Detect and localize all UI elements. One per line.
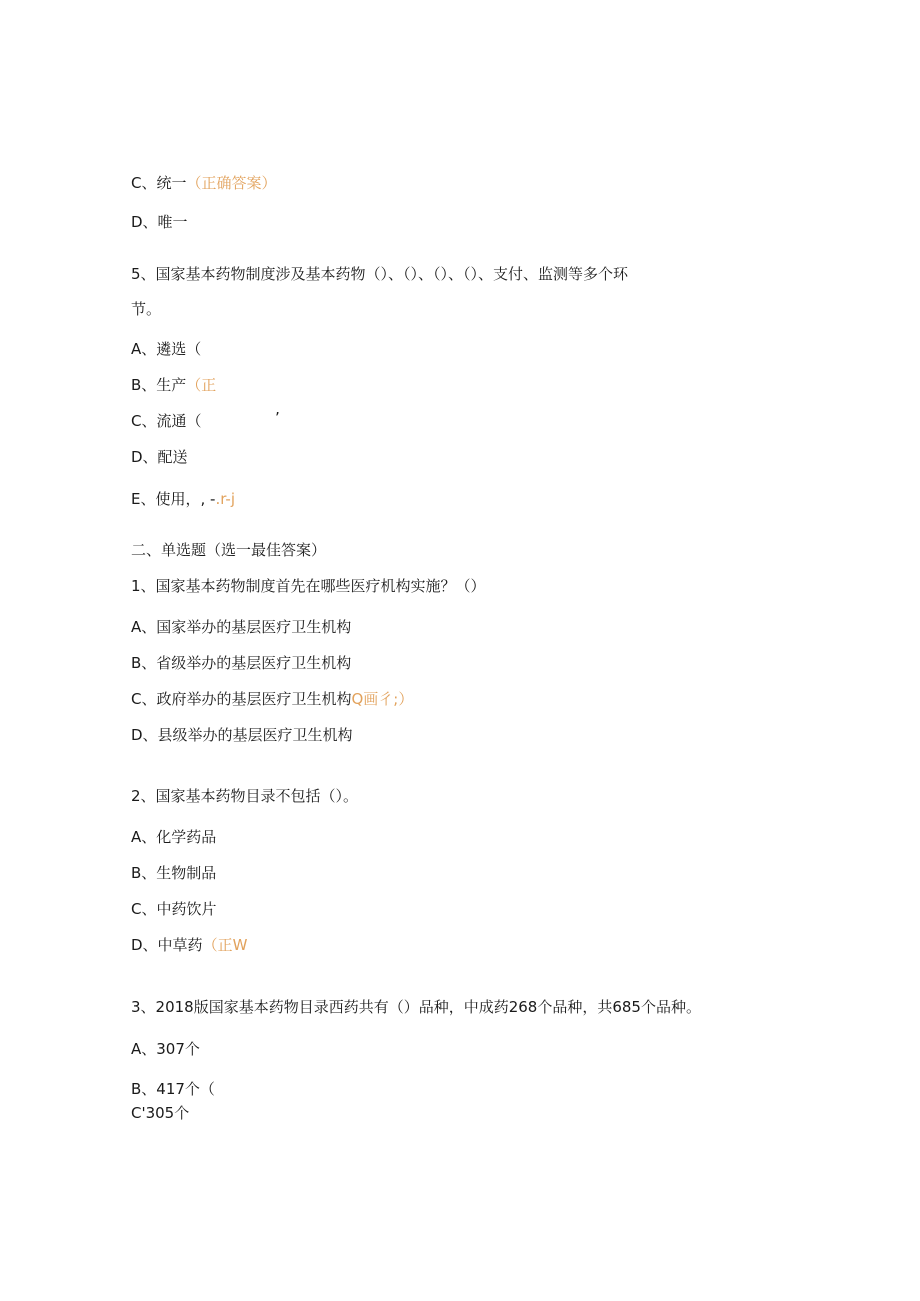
- option-line: A、遴选（: [131, 340, 202, 358]
- question-line: 3、2018版国家基本药物目录西药共有（）品种，中成药268个品种，共685个品种。: [131, 998, 701, 1016]
- question-line: 2、国家基本药物目录不包括（）。: [131, 787, 359, 805]
- answer-mark: Q画彳;）: [351, 690, 414, 708]
- question-line: 1、国家基本药物制度首先在哪些医疗机构实施？（）: [131, 577, 486, 595]
- option-line: A、国家举办的基层医疗卫生机构: [131, 618, 352, 636]
- answer-mark: （正: [186, 376, 217, 394]
- option-line: C'305个: [131, 1104, 190, 1122]
- option-line: A、307个: [131, 1040, 200, 1058]
- option-line: D、中草药（正W: [131, 936, 248, 954]
- option-line: C、政府举办的基层医疗卫生机构Q画彳;）: [131, 690, 414, 708]
- option-line: B、417个（: [131, 1080, 215, 1098]
- option-line: B、生产（正: [131, 376, 217, 394]
- option-line: D、配送: [131, 448, 188, 466]
- option-line: B、生物制品: [131, 864, 217, 882]
- question-line: 节。: [131, 300, 162, 318]
- section-heading: 二、单选题（选一最佳答案）: [131, 541, 327, 559]
- answer-mark: （正确答案）: [186, 174, 277, 192]
- option-line: D、县级举办的基层医疗卫生机构: [131, 726, 353, 744]
- option-line: A、化学药品: [131, 828, 217, 846]
- answer-mark: （正W: [202, 936, 248, 954]
- option-line: C、中药饮片: [131, 900, 217, 918]
- answer-mark: .r-j: [215, 490, 235, 508]
- stray-mark: ’: [275, 409, 280, 427]
- option-line: D、唯一: [131, 213, 188, 231]
- option-line: C、流通（: [131, 412, 202, 430]
- option-line: C、统一（正确答案）: [131, 174, 277, 192]
- option-line: E、使用，, -.r-j: [131, 490, 235, 508]
- question-line: 5、国家基本药物制度涉及基本药物（）、（）、（）、（）、支付、监测等多个环: [131, 265, 629, 283]
- option-line: B、省级举办的基层医疗卫生机构: [131, 654, 352, 672]
